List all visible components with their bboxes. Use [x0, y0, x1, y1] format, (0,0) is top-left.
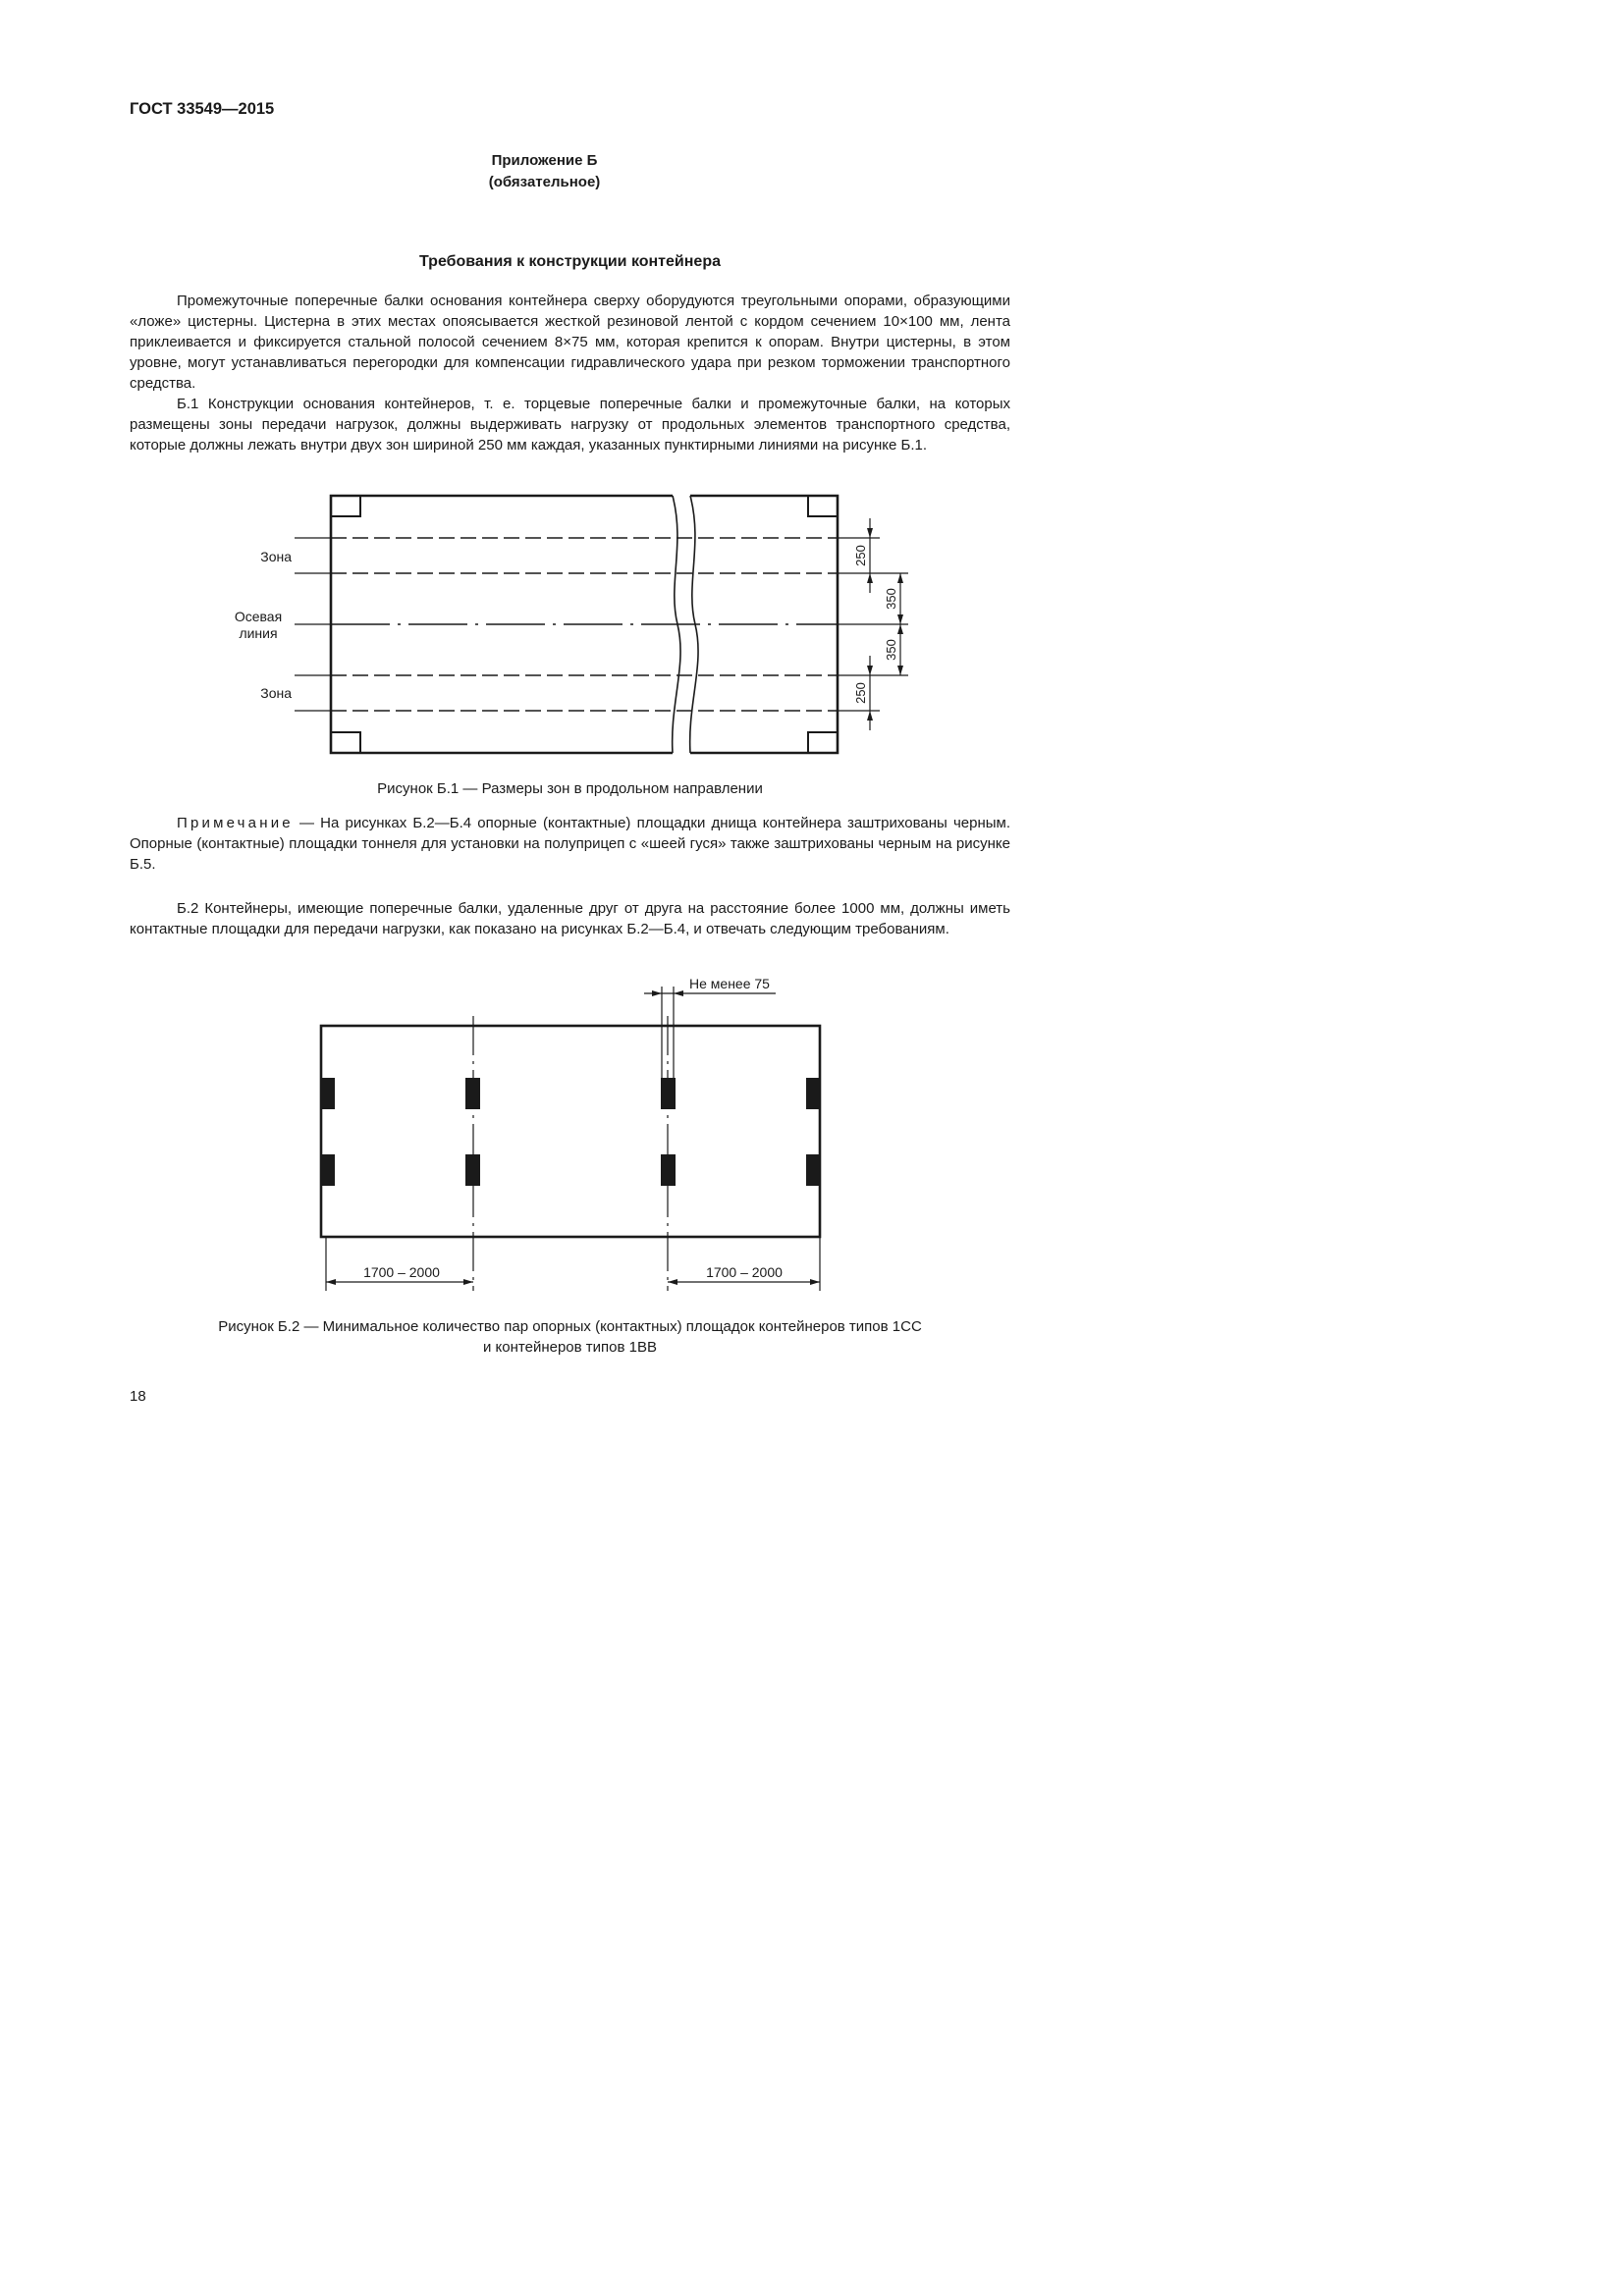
dim-label-zone-top: 250 [853, 545, 868, 566]
figure-b2-container-outline [321, 1026, 820, 1237]
page-number: 18 [130, 1388, 146, 1405]
note-label: Примечание [177, 815, 294, 831]
dim-label-left-span: 1700 – 2000 [363, 1264, 440, 1280]
figure-b2-caption-line-1: Рисунок Б.2 — Минимальное количество пар опорных (контактных) площадок контейнеров типов 1СС [218, 1318, 922, 1335]
corner-fitting-bottom-right [808, 732, 838, 753]
contact-pad-end-left-bottom [321, 1154, 335, 1186]
note-paragraph [130, 814, 1010, 876]
contact-pad-end-left-top [321, 1078, 335, 1109]
clause-b1-paragraph: Б.1 Конструкции основания контейнеров, т. е. торцевые поперечные балки и промежуточные балки, на которых размещены зоны передачи нагрузок, должны выдерживать нагрузку от продольных элементов транспортного средства, которые должны лежать внутри двух зон шириной 250 мм каждая, указанных пунктирными линиями на рисунке Б.1. [130, 396, 1010, 454]
contact-pad-mid-left-top [465, 1078, 480, 1109]
dim-arrow-2 [867, 573, 873, 583]
span-left-arrow-start [326, 1279, 336, 1285]
label-axis-line-2: линия [239, 625, 278, 641]
figure-b2 [0, 972, 1089, 1301]
label-axis-line-1: Осевая [234, 609, 283, 624]
dim-arrow-7 [867, 666, 873, 675]
span-left-arrow-end [463, 1279, 473, 1285]
span-right-arrow-start [668, 1279, 677, 1285]
section-title: Требования к конструкции контейнера [419, 253, 721, 270]
dim-arrow-1 [867, 528, 873, 538]
standard-code: ГОСТ 33549—2015 [130, 100, 275, 118]
dim-arrow-6 [897, 666, 903, 675]
dim-label-axis-top: 350 [884, 588, 898, 610]
document-page [0, 0, 1089, 1539]
corner-fitting-top-right [808, 496, 838, 516]
annex-status: (обязательное) [488, 174, 601, 190]
label-zone-bottom: Зона [260, 685, 292, 701]
contact-pad-mid-right-bottom [661, 1154, 676, 1186]
figure-b1-caption: Рисунок Б.1 — Размеры зон в продольном направлении [377, 780, 763, 797]
dim-label-axis-bottom: 350 [884, 639, 898, 661]
corner-fitting-top-left [331, 496, 360, 516]
dim-arrow-3 [897, 573, 903, 583]
span-right-arrow-end [810, 1279, 820, 1285]
dim-arrow-5 [897, 624, 903, 634]
dim-label-right-span: 1700 – 2000 [706, 1264, 783, 1280]
min-width-arrow-left [652, 990, 662, 996]
label-zone-top: Зона [260, 549, 292, 564]
dim-arrow-4 [897, 614, 903, 624]
contact-pad-end-right-top [806, 1078, 820, 1109]
note-text: — На рисунках Б.2—Б.4 опорные (контактные) площадки днища контейнера заштрихованы черным. Опорные (контактные) площадки тоннеля для установки на полуприцеп с «шеей гуся» также заштрихованы черным на рисунке Б.5. [130, 815, 1010, 873]
figure-b1 [0, 486, 1089, 766]
min-width-arrow-right [674, 990, 683, 996]
dim-label-zone-bottom: 250 [853, 682, 868, 704]
label-min-width: Не менее 75 [689, 976, 770, 991]
contact-pad-mid-left-bottom [465, 1154, 480, 1186]
figure-b2-caption-line-2: и контейнеров типов 1ВВ [483, 1339, 657, 1356]
contact-pad-mid-right-top [661, 1078, 676, 1109]
contact-pad-end-right-bottom [806, 1154, 820, 1186]
annex-title: Приложение Б [491, 152, 598, 169]
corner-fitting-bottom-left [331, 732, 360, 753]
dim-arrow-8 [867, 711, 873, 721]
figure-b2-caption [0, 1316, 1089, 1358]
clause-b2-paragraph: Б.2 Контейнеры, имеющие поперечные балки, удаленные друг от друга на расстояние более 1000 мм, должны иметь контактные площадки для передачи нагрузки, как показано на рисунках Б.2—Б.4, и отвечать следующим требованиям. [130, 900, 1010, 937]
intro-paragraph: Промежуточные поперечные балки основания контейнера сверху оборудуются треугольными опорами, образующими «ложе» цистерны. Цистерна в этих местах опоясывается жесткой резиновой лентой с кордом сечением 10×100 мм, лента приклеивается и фиксируется стальной полосой сечением 8×75 мм, которая крепится к опорам. Внутри цистерны, в этом уровне, могут устанавливаться перегородки для компенсации гидравлического удара при резком торможении транспортного средства. [130, 293, 1010, 392]
